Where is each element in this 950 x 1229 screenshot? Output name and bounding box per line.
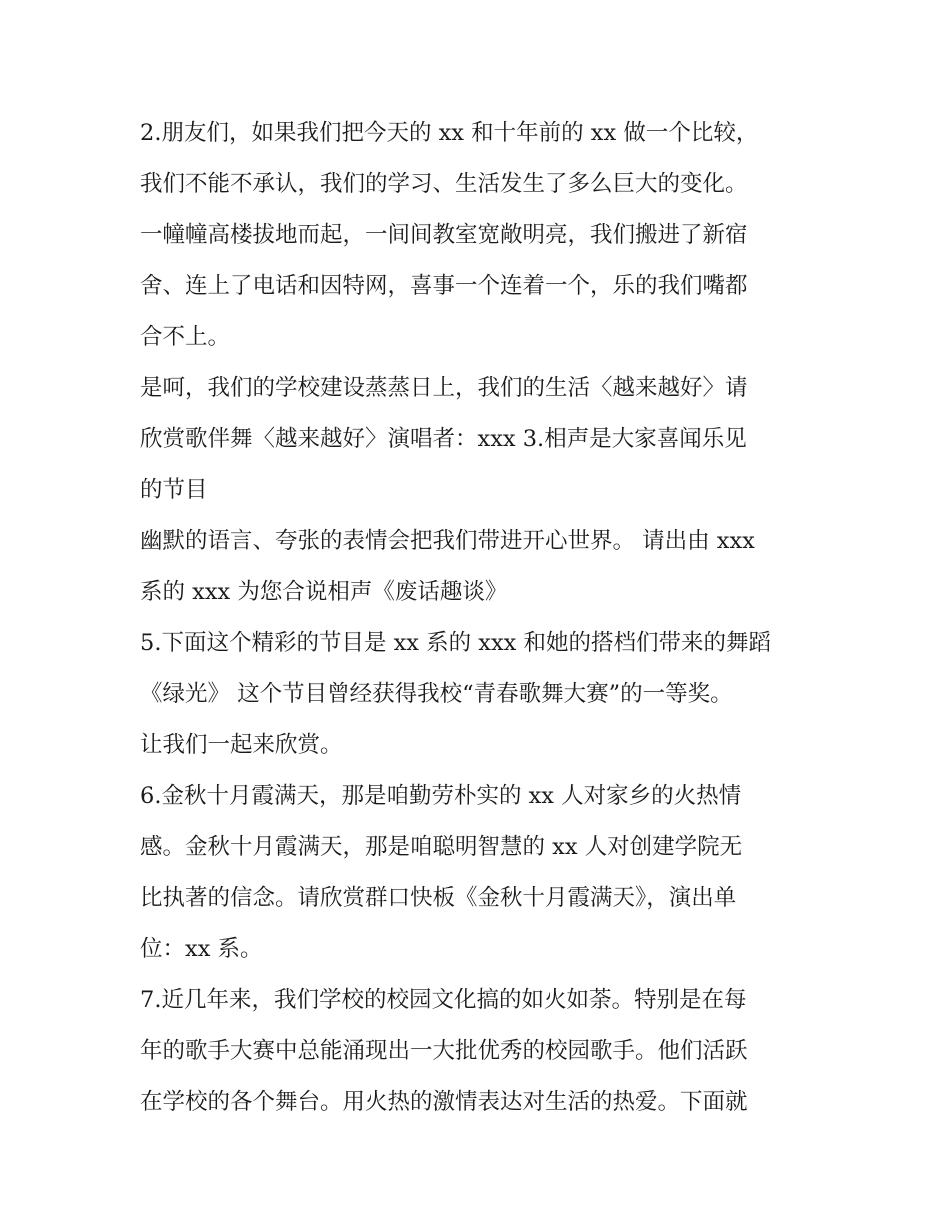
text-line: 比执著的信念。请欣赏群口快板《金秋十月霞满天》，演出单	[140, 885, 737, 911]
text-line: 的节目	[140, 477, 208, 503]
text-line: 年的歌手大赛中总能涌现出一大批优秀的校园歌手。他们活跃	[140, 1038, 748, 1064]
document-body	[140, 108, 820, 1128]
text-line: 6.金秋十月霞满天，那是咱勤劳朴实的 xx 人对家乡的火热情	[140, 783, 742, 809]
text-line: 是呵，我们的学校建设蒸蒸日上，我们的生活〈越来越好〉请	[140, 375, 748, 401]
text-line: 让我们一起来欣赏。	[140, 732, 343, 758]
text-line: 舍、连上了电话和因特网，喜事一个连着一个，乐的我们嘴都	[140, 273, 748, 299]
text-line: 位：xx 系。	[140, 936, 263, 962]
text-line: 我们不能不承认，我们的学习、生活发生了多么巨大的变化。	[140, 171, 748, 197]
text-line: 5.下面这个精彩的节目是 xx 系的 xxx 和她的搭档们带来的舞蹈	[140, 630, 772, 656]
text-line: 欣赏歌伴舞〈越来越好〉演唱者：xxx 3.相声是大家喜闻乐见	[140, 426, 747, 452]
text-line: 2.朋友们，如果我们把今天的 xx 和十年前的 xx 做一个比较，	[140, 120, 759, 146]
text-line: 幽默的语言、夸张的表情会把我们带进开心世界。 请出由 xxx	[140, 528, 755, 554]
text-line: 系的 xxx 为您合说相声《废话趣谈》	[140, 579, 508, 605]
text-line: 一幢幢高楼拔地而起，一间间教室宽敞明亮，我们搬进了新宿	[140, 222, 748, 248]
text-line: 7.近几年来，我们学校的校园文化搞的如火如荼。特别是在每	[140, 987, 747, 1013]
text-line: 《绿光》 这个节目曾经获得我校“青春歌舞大赛”的一等奖。	[140, 681, 733, 707]
text-line: 在学校的各个舞台。用火热的激情表达对生活的热爱。下面就	[140, 1089, 748, 1115]
text-line: 感。金秋十月霞满天，那是咱聪明智慧的 xx 人对创建学院无	[140, 834, 743, 860]
text-line: 合不上。	[140, 324, 231, 350]
